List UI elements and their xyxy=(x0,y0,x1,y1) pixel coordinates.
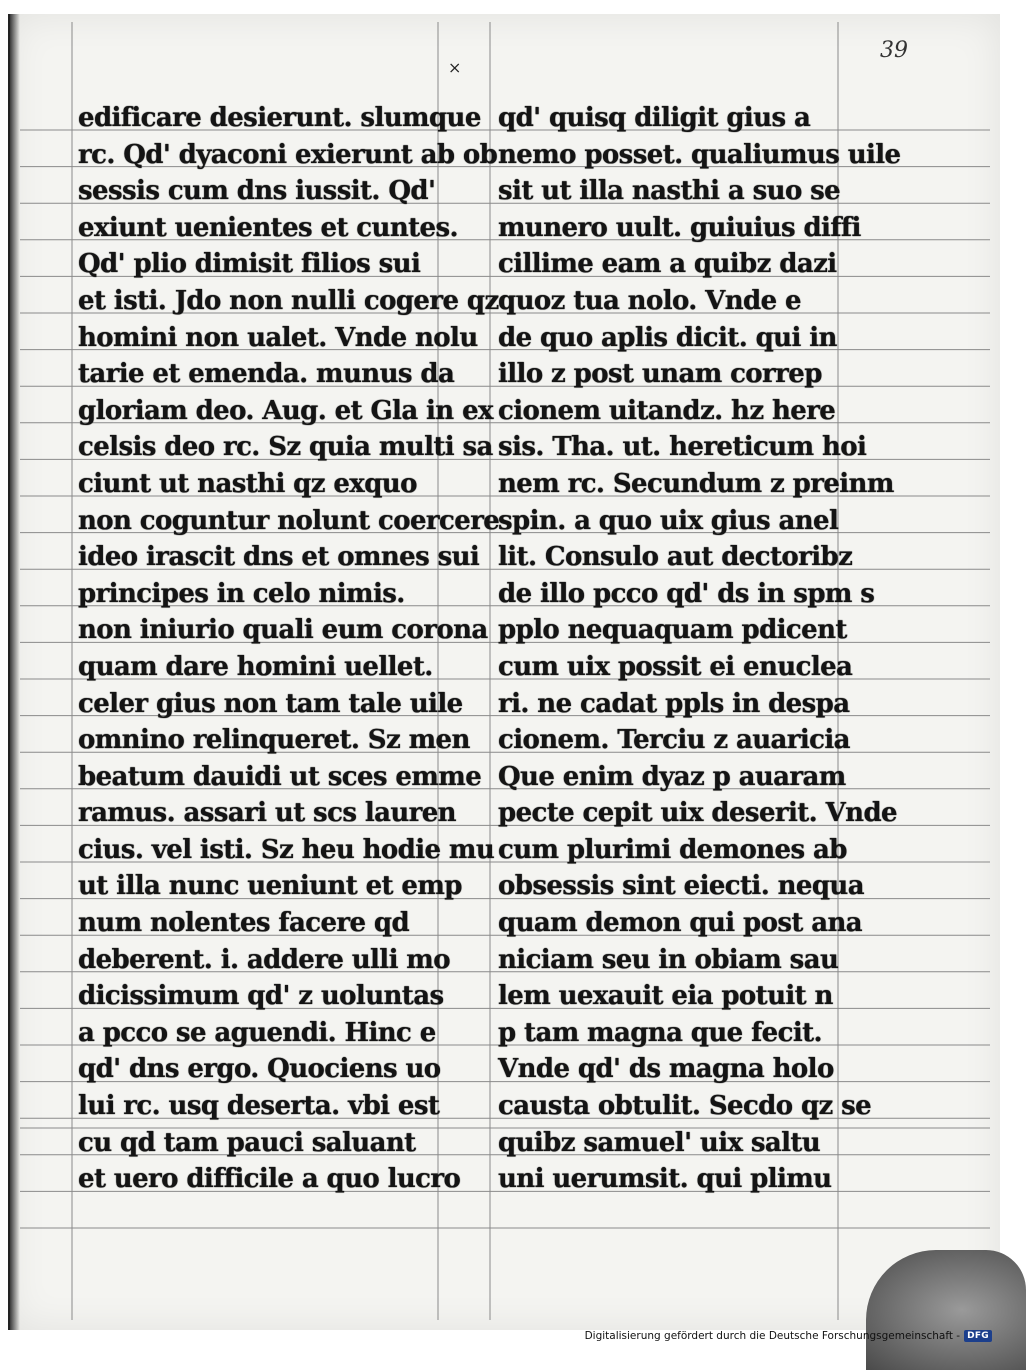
left-line: quam dare homini uellet. xyxy=(78,651,433,682)
right-line: sis. Tha. ut. hereticum hoi xyxy=(498,432,867,463)
left-line: num nolentes facere qd xyxy=(78,908,410,939)
right-line: qd' quisq diligit gius a xyxy=(498,103,811,133)
right-line: p tam magna que fecit. xyxy=(498,1017,822,1048)
left-line: principes in celo nimis. xyxy=(78,578,405,609)
left-line: dicissimum qd' z uoluntas xyxy=(78,981,444,1012)
right-line: Vnde qd' ds magna holo xyxy=(498,1054,834,1085)
right-line: obsessis sint eiecti. nequa xyxy=(498,871,864,902)
right-line: spin. a quo uix gius anel xyxy=(498,505,839,536)
right-line: uni uerumsit. qui plimu xyxy=(498,1164,832,1195)
scanner-thumb xyxy=(866,1250,1026,1370)
right-line: illo z post unam correp xyxy=(498,359,822,390)
left-line: qd' dns ergo. Quociens uo xyxy=(78,1054,441,1085)
text-column-left xyxy=(78,100,500,1198)
right-line: Que enim dyaz p auaram xyxy=(498,761,846,792)
left-line: Qd' plio dimisit filios sui xyxy=(78,249,421,280)
right-line: lit. Consulo aut dectoribz xyxy=(498,542,853,573)
left-line: cu qd tam pauci saluant xyxy=(78,1127,416,1158)
right-line: quam demon qui post ana xyxy=(498,908,863,939)
right-line: pecte cepit uix deserit. Vnde xyxy=(498,798,897,829)
right-line: quoz tua nolo. Vnde e xyxy=(498,285,801,316)
left-line: celer gius non tam tale uile xyxy=(78,688,463,719)
right-line: de illo pcco qd' ds in spm s xyxy=(498,578,875,609)
left-line: sessis cum dns iussit. Qd' xyxy=(78,176,436,207)
left-line: non coguntur nolunt coercere xyxy=(78,505,500,536)
marginal-mark: × xyxy=(448,58,462,77)
text-column-right xyxy=(498,100,901,1198)
left-line: tarie et emenda. munus da xyxy=(78,359,455,390)
left-line: et isti. Jdo non nulli cogere qz xyxy=(78,285,499,316)
digitization-credit xyxy=(585,1328,992,1344)
left-line: celsis deo rc. Sz quia multi sa xyxy=(78,432,493,463)
right-line: sit ut illa nasthi a suo se xyxy=(498,176,841,207)
right-line: cum uix possit ei enuclea xyxy=(498,651,853,682)
right-line: de quo aplis dicit. qui in xyxy=(498,322,837,353)
right-line: lem uexauit eia potuit n xyxy=(498,981,833,1012)
folio-number: 39 xyxy=(880,38,908,63)
left-line: a pcco se aguendi. Hinc e xyxy=(78,1017,436,1048)
left-line: ciunt ut nasthi qz exquo xyxy=(78,468,417,499)
dfg-logo: DFG xyxy=(964,1330,992,1342)
left-line: exiunt uenientes et cuntes. xyxy=(78,212,458,243)
left-line: omnino relinqueret. Sz men xyxy=(78,725,470,756)
left-line: et uero difficile a quo lucro xyxy=(78,1164,461,1195)
left-line: rc. Qd' dyaconi exierunt ab ob xyxy=(78,139,498,170)
left-line: homini non ualet. Vnde nolu xyxy=(78,322,478,353)
left-line: cius. vel isti. Sz heu hodie mu xyxy=(78,834,495,865)
credit-text: Digitalisierung gefördert durch die Deutsche Forschungsgemeinschaft - xyxy=(584,1330,961,1342)
left-line: edificare desierunt. slumque xyxy=(78,103,481,133)
right-line: nem rc. Secundum z preinm xyxy=(498,468,894,499)
right-line: cionem uitandz. hz here xyxy=(498,395,836,426)
right-line: causta obtulit. Secdo qz se xyxy=(498,1091,872,1122)
left-line: gloriam deo. Aug. et Gla in ex xyxy=(78,395,493,426)
left-line: lui rc. usq deserta. vbi est xyxy=(78,1091,440,1122)
right-line: nemo posset. qualiumus uile xyxy=(498,139,901,170)
right-line: cionem. Terciu z auaricia xyxy=(498,725,850,756)
left-line: beatum dauidi ut sces emme xyxy=(78,761,482,792)
left-line: deberent. i. addere ulli mo xyxy=(78,944,450,975)
right-line: cillime eam a quibz dazi xyxy=(498,249,837,280)
right-line: ri. ne cadat ppls in despa xyxy=(498,688,850,719)
right-line: munero uult. guiuius diffi xyxy=(498,212,861,243)
left-line: ramus. assari ut scs lauren xyxy=(78,798,456,829)
right-line: pplo nequaquam pdicent xyxy=(498,615,847,646)
right-line: niciam seu in obiam sau xyxy=(498,944,839,975)
left-line: ideo irascit dns et omnes sui xyxy=(78,542,480,573)
right-line: quibz samuel' uix saltu xyxy=(498,1127,821,1158)
right-line: cum plurimi demones ab xyxy=(498,834,847,865)
left-line: non iniurio quali eum corona xyxy=(78,615,488,646)
left-line: ut illa nunc ueniunt et emp xyxy=(78,871,462,902)
